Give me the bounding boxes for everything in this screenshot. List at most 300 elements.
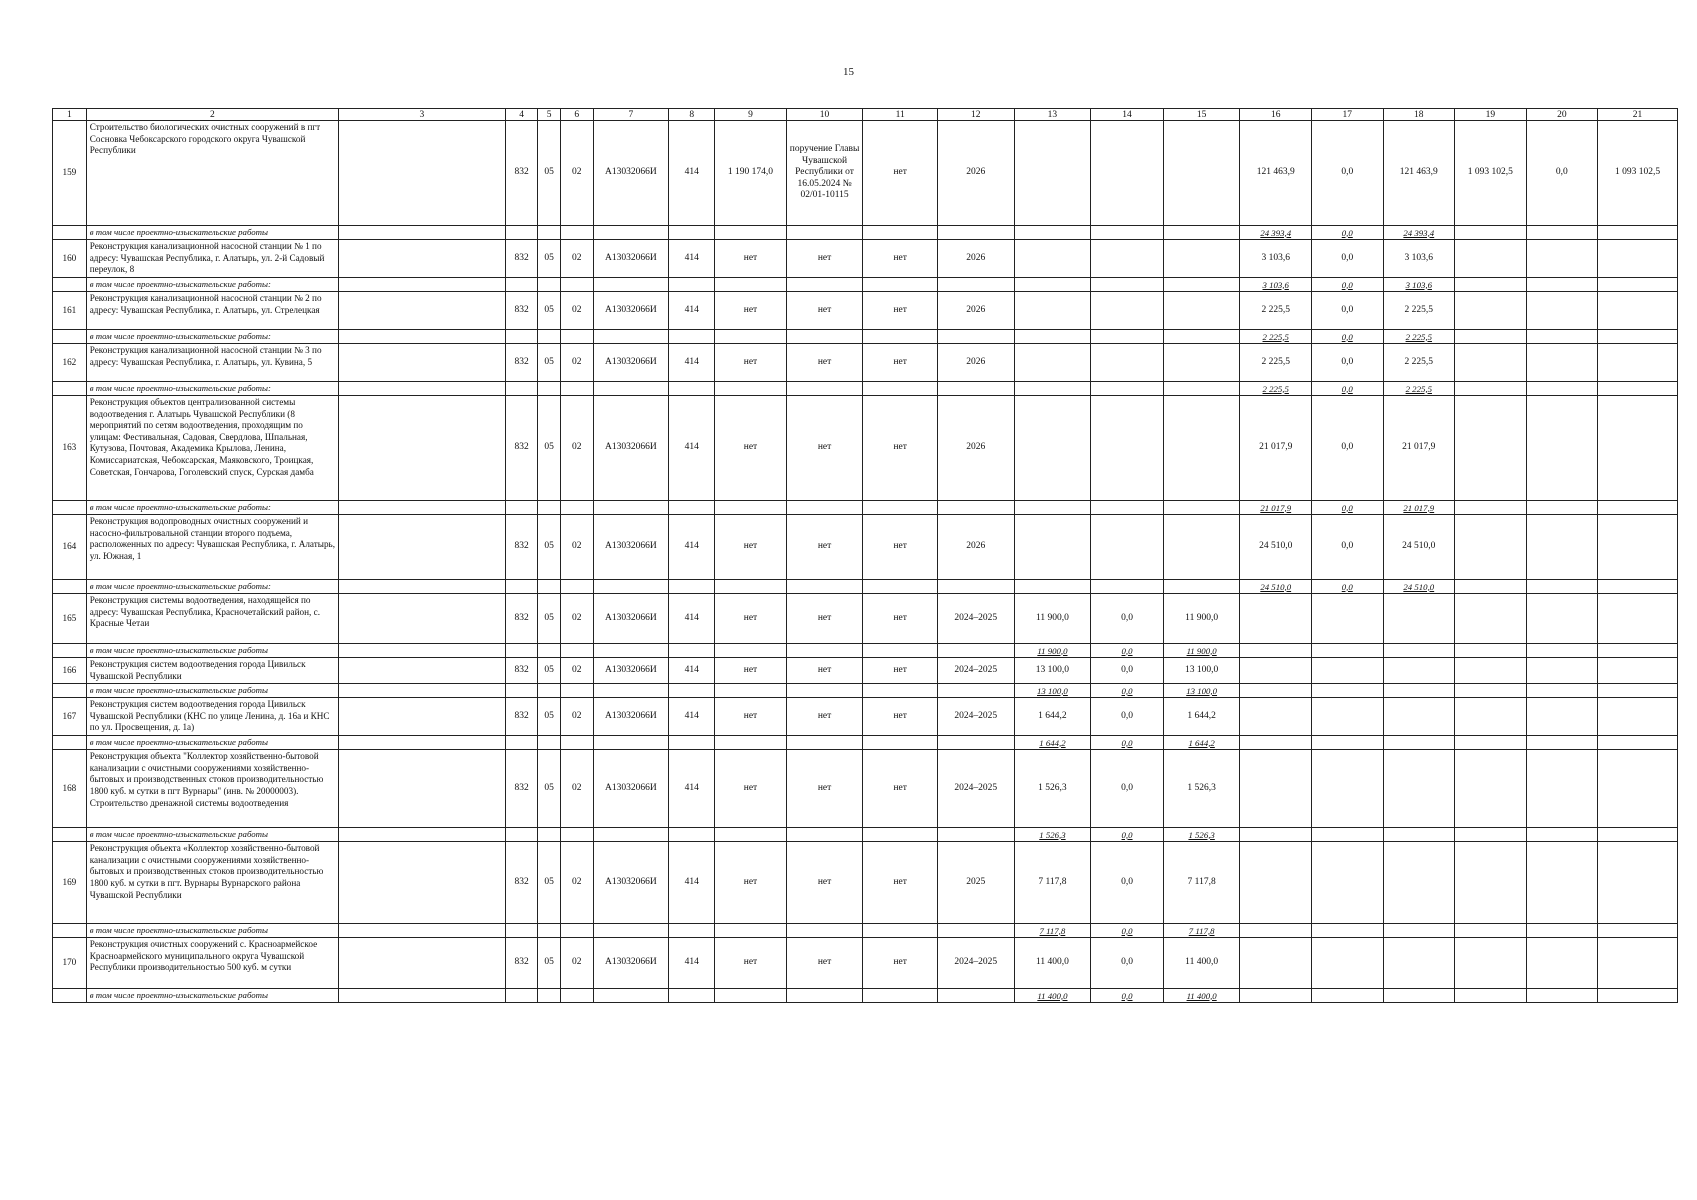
empty-cell <box>339 278 506 292</box>
table-row <box>53 842 1678 924</box>
decision-basis: нет <box>786 658 863 684</box>
subtotal-funding-2026-republican <box>1383 828 1455 842</box>
estimated-cost: нет <box>715 344 787 382</box>
decision-basis: поручение Главы Чувашской Республики от 16.05.2024 № 02/01-10115 <box>786 121 863 226</box>
subtotal-funding-2026-federal: 0,0 <box>1311 330 1383 344</box>
empty-cell <box>538 828 560 842</box>
code-section: 05 <box>538 938 560 989</box>
funding-2027-federal <box>1526 842 1598 924</box>
column-number: 13 <box>1014 109 1091 121</box>
subtotal-funding-2025-total <box>1014 501 1091 515</box>
empty-cell <box>715 828 787 842</box>
table-row <box>53 594 1678 644</box>
code-target-article: А13032066И <box>593 240 669 278</box>
funding-2025-republican: 11 400,0 <box>1163 938 1240 989</box>
empty-cell <box>339 580 506 594</box>
empty-cell <box>505 989 538 1003</box>
empty-cell <box>1455 924 1527 938</box>
column-number: 3 <box>339 109 506 121</box>
empty-cell <box>53 828 87 842</box>
funding-2027-republican: 1 093 102,5 <box>1598 121 1678 226</box>
subtotal-funding-2026-federal: 0,0 <box>1311 226 1383 240</box>
empty-cell <box>560 644 593 658</box>
subtotal-funding-2025-total: 1 644,2 <box>1014 736 1091 750</box>
empty-cell <box>339 842 506 924</box>
code-subsection: 02 <box>560 842 593 924</box>
empty-cell <box>715 924 787 938</box>
empty-cell <box>505 501 538 515</box>
empty-cell <box>863 382 938 396</box>
code-section: 05 <box>538 842 560 924</box>
empty-cell <box>53 684 87 698</box>
empty-cell <box>715 684 787 698</box>
object-name: Реконструкция канализационной насосной станции № 3 по адресу: Чувашская Республика, г. Алатырь, ул. Кувина, 5 <box>86 344 338 382</box>
funding-2025-federal: 0,0 <box>1091 842 1164 924</box>
funding-2025-federal: 0,0 <box>1091 750 1164 828</box>
code-expense-type: 414 <box>669 594 715 644</box>
empty-cell <box>1598 580 1678 594</box>
funding-2027-federal: 0,0 <box>1526 121 1598 226</box>
column-number: 19 <box>1455 109 1527 121</box>
funding-2026-republican <box>1383 658 1455 684</box>
estimated-cost: 1 190 174,0 <box>715 121 787 226</box>
subtotal-row <box>53 382 1678 396</box>
subtotal-funding-2025-total: 7 117,8 <box>1014 924 1091 938</box>
subtotal-funding-2026-federal: 0,0 <box>1311 278 1383 292</box>
empty-cell <box>1455 684 1527 698</box>
subtotal-funding-2026-federal <box>1311 684 1383 698</box>
funding-2026-federal <box>1311 594 1383 644</box>
code-target-article: А13032066И <box>593 658 669 684</box>
empty-cell <box>1598 382 1678 396</box>
empty-cell <box>669 684 715 698</box>
decision-basis: нет <box>786 396 863 501</box>
funding-2025-republican: 1 644,2 <box>1163 698 1240 736</box>
object-name: Реконструкция системы водоотведения, находящейся по адресу: Чувашская Республика, Красночетайский район, с. Красные Четаи <box>86 594 338 644</box>
subtotal-funding-2025-republican <box>1163 580 1240 594</box>
empty-cell <box>669 330 715 344</box>
empty-cell <box>1526 736 1598 750</box>
code-grbs: 832 <box>505 344 538 382</box>
object-name: Реконструкция канализационной насосной станции № 1 по адресу: Чувашская Республика, г. Алатырь, ул. 2-й Садовый переулок, 8 <box>86 240 338 278</box>
subtotal-funding-2025-republican: 11 400,0 <box>1163 989 1240 1003</box>
funding-2025-total: 1 644,2 <box>1014 698 1091 736</box>
implementation-period: 2026 <box>937 240 1014 278</box>
funding-2025-federal <box>1091 344 1164 382</box>
code-expense-type: 414 <box>669 240 715 278</box>
funding-2026-total: 2 225,5 <box>1240 344 1312 382</box>
empty-cell <box>339 226 506 240</box>
code-section: 05 <box>538 750 560 828</box>
funding-2026-republican: 3 103,6 <box>1383 240 1455 278</box>
object-name: Реконструкция очистных сооружений с. Красноармейское Красноармейского муниципального округа Чувашской Республики производительностью 500 куб. м сутки <box>86 938 338 989</box>
empty-cell <box>786 684 863 698</box>
column-number: 16 <box>1240 109 1312 121</box>
code-target-article: А13032066И <box>593 698 669 736</box>
empty-cell <box>937 580 1014 594</box>
empty-cell <box>538 382 560 396</box>
subtotal-row <box>53 278 1678 292</box>
funding-2025-total <box>1014 344 1091 382</box>
table-row <box>53 240 1678 278</box>
subtotal-row <box>53 644 1678 658</box>
empty-cell <box>593 501 669 515</box>
subtotal-funding-2025-republican <box>1163 226 1240 240</box>
empty-cell <box>1526 330 1598 344</box>
code-expense-type: 414 <box>669 396 715 501</box>
funding-2025-federal: 0,0 <box>1091 938 1164 989</box>
empty-cell <box>669 382 715 396</box>
subtotal-funding-2026-republican: 2 225,5 <box>1383 382 1455 396</box>
funding-2025-republican <box>1163 515 1240 580</box>
empty-cell <box>937 924 1014 938</box>
estimated-cost: нет <box>715 515 787 580</box>
funding-2025-federal <box>1091 240 1164 278</box>
object-name: Строительство биологических очистных сооружений в пгт Сосновка Чебоксарского городского округа Чувашской Республики <box>86 121 338 226</box>
empty-cell <box>560 684 593 698</box>
column-number: 21 <box>1598 109 1678 121</box>
funding-2027-total <box>1455 842 1527 924</box>
empty-cell <box>505 644 538 658</box>
empty-cell <box>715 278 787 292</box>
code-section: 05 <box>538 698 560 736</box>
code-subsection: 02 <box>560 938 593 989</box>
funding-2027-total <box>1455 658 1527 684</box>
table-row <box>53 750 1678 828</box>
subtotal-funding-2026-republican: 24 393,4 <box>1383 226 1455 240</box>
estimated-cost: нет <box>715 292 787 330</box>
funding-2027-republican <box>1598 594 1678 644</box>
subtotal-label: в том числе проектно-изыскательские работы: <box>86 501 338 515</box>
empty-cell <box>669 580 715 594</box>
funding-2025-federal <box>1091 396 1164 501</box>
design-documentation: нет <box>863 750 938 828</box>
empty-cell <box>1526 924 1598 938</box>
funding-2026-total <box>1240 594 1312 644</box>
empty-cell <box>786 644 863 658</box>
funding-2026-federal <box>1311 658 1383 684</box>
funding-2026-federal: 0,0 <box>1311 121 1383 226</box>
empty-cell <box>538 989 560 1003</box>
empty-cell <box>937 330 1014 344</box>
empty-cell <box>863 330 938 344</box>
subtotal-funding-2025-federal: 0,0 <box>1091 644 1164 658</box>
empty-cell <box>339 924 506 938</box>
funding-2026-republican: 21 017,9 <box>1383 396 1455 501</box>
code-grbs: 832 <box>505 842 538 924</box>
empty-cell <box>339 396 506 501</box>
empty-cell <box>593 644 669 658</box>
empty-cell <box>786 278 863 292</box>
funding-2025-total: 11 400,0 <box>1014 938 1091 989</box>
code-subsection: 02 <box>560 121 593 226</box>
column-number: 14 <box>1091 109 1164 121</box>
subtotal-label: в том числе проектно-изыскательские работы <box>86 644 338 658</box>
empty-cell <box>937 501 1014 515</box>
empty-cell <box>339 644 506 658</box>
funding-2027-total <box>1455 594 1527 644</box>
empty-cell <box>669 644 715 658</box>
row-number: 165 <box>53 594 87 644</box>
funding-2027-total <box>1455 698 1527 736</box>
empty-cell <box>1455 828 1527 842</box>
subtotal-funding-2025-republican <box>1163 278 1240 292</box>
subtotal-funding-2026-republican <box>1383 684 1455 698</box>
funding-2025-federal: 0,0 <box>1091 658 1164 684</box>
implementation-period: 2024–2025 <box>937 594 1014 644</box>
empty-cell <box>1526 226 1598 240</box>
subtotal-label: в том числе проектно-изыскательские работы <box>86 828 338 842</box>
funding-2026-federal <box>1311 938 1383 989</box>
funding-2026-republican <box>1383 750 1455 828</box>
subtotal-funding-2025-federal: 0,0 <box>1091 828 1164 842</box>
subtotal-funding-2026-republican: 2 225,5 <box>1383 330 1455 344</box>
funding-2025-republican: 7 117,8 <box>1163 842 1240 924</box>
design-documentation: нет <box>863 396 938 501</box>
row-number: 160 <box>53 240 87 278</box>
funding-2026-total: 2 225,5 <box>1240 292 1312 330</box>
empty-cell <box>715 382 787 396</box>
empty-cell <box>505 828 538 842</box>
funding-2025-republican <box>1163 344 1240 382</box>
empty-cell <box>669 226 715 240</box>
code-target-article: А13032066И <box>593 938 669 989</box>
empty-cell <box>937 278 1014 292</box>
code-expense-type: 414 <box>669 344 715 382</box>
code-section: 05 <box>538 594 560 644</box>
empty-cell <box>1455 330 1527 344</box>
row-number: 163 <box>53 396 87 501</box>
subtotal-funding-2025-republican: 11 900,0 <box>1163 644 1240 658</box>
empty-cell <box>715 736 787 750</box>
decision-basis: нет <box>786 344 863 382</box>
subtotal-label: в том числе проектно-изыскательские работы <box>86 924 338 938</box>
code-subsection: 02 <box>560 594 593 644</box>
empty-cell <box>937 226 1014 240</box>
subtotal-funding-2025-total <box>1014 226 1091 240</box>
subtotal-funding-2026-total: 21 017,9 <box>1240 501 1312 515</box>
empty-cell <box>339 684 506 698</box>
design-documentation: нет <box>863 658 938 684</box>
code-subsection: 02 <box>560 396 593 501</box>
empty-cell <box>786 580 863 594</box>
empty-cell <box>560 580 593 594</box>
empty-cell <box>538 501 560 515</box>
code-target-article: А13032066И <box>593 594 669 644</box>
investment-table <box>52 108 1678 1003</box>
funding-2027-republican <box>1598 240 1678 278</box>
funding-2026-republican: 24 510,0 <box>1383 515 1455 580</box>
empty-cell <box>937 644 1014 658</box>
code-target-article: А13032066И <box>593 396 669 501</box>
empty-cell <box>937 989 1014 1003</box>
funding-2027-republican <box>1598 515 1678 580</box>
code-subsection: 02 <box>560 240 593 278</box>
funding-2025-federal <box>1091 515 1164 580</box>
code-expense-type: 414 <box>669 658 715 684</box>
decision-basis: нет <box>786 750 863 828</box>
empty-cell <box>669 828 715 842</box>
column-number: 10 <box>786 109 863 121</box>
funding-2025-total: 1 526,3 <box>1014 750 1091 828</box>
empty-cell <box>786 924 863 938</box>
empty-cell <box>339 515 506 580</box>
empty-cell <box>1598 989 1678 1003</box>
subtotal-funding-2026-total: 2 225,5 <box>1240 330 1312 344</box>
empty-cell <box>937 736 1014 750</box>
empty-cell <box>786 382 863 396</box>
column-number: 6 <box>560 109 593 121</box>
empty-cell <box>863 644 938 658</box>
subtotal-funding-2026-federal: 0,0 <box>1311 382 1383 396</box>
empty-cell <box>339 330 506 344</box>
empty-cell <box>560 828 593 842</box>
subtotal-row <box>53 736 1678 750</box>
empty-cell <box>560 736 593 750</box>
empty-cell <box>1455 989 1527 1003</box>
funding-2025-federal: 0,0 <box>1091 594 1164 644</box>
subtotal-row <box>53 330 1678 344</box>
empty-cell <box>538 226 560 240</box>
empty-cell <box>505 924 538 938</box>
empty-cell <box>53 330 87 344</box>
column-number: 9 <box>715 109 787 121</box>
empty-cell <box>715 330 787 344</box>
funding-2026-federal <box>1311 698 1383 736</box>
funding-2025-total: 11 900,0 <box>1014 594 1091 644</box>
subtotal-funding-2025-federal <box>1091 226 1164 240</box>
empty-cell <box>1526 580 1598 594</box>
column-number: 12 <box>937 109 1014 121</box>
empty-cell <box>560 501 593 515</box>
funding-2025-republican <box>1163 292 1240 330</box>
funding-2025-republican <box>1163 121 1240 226</box>
funding-2026-federal: 0,0 <box>1311 396 1383 501</box>
empty-cell <box>339 121 506 226</box>
empty-cell <box>53 501 87 515</box>
code-grbs: 832 <box>505 121 538 226</box>
decision-basis: нет <box>786 594 863 644</box>
funding-2026-republican: 121 463,9 <box>1383 121 1455 226</box>
column-number: 2 <box>86 109 338 121</box>
subtotal-funding-2025-total <box>1014 330 1091 344</box>
subtotal-funding-2026-total: 2 225,5 <box>1240 382 1312 396</box>
subtotal-label: в том числе проектно-изыскательские работы: <box>86 278 338 292</box>
object-name: Реконструкция объекта «Коллектор хозяйственно-бытовой канализации с очистными сооружениями хозяйственно-бытовых и производственных стоков производительностью 1800 куб. м сутки в пгт. Вурнары Вурнарского района Чувашской Республики <box>86 842 338 924</box>
subtotal-funding-2026-total <box>1240 644 1312 658</box>
empty-cell <box>786 501 863 515</box>
subtotal-funding-2025-federal <box>1091 330 1164 344</box>
empty-cell <box>1526 382 1598 396</box>
decision-basis: нет <box>786 515 863 580</box>
empty-cell <box>1455 278 1527 292</box>
code-section: 05 <box>538 344 560 382</box>
subtotal-funding-2026-total <box>1240 736 1312 750</box>
subtotal-funding-2025-federal <box>1091 278 1164 292</box>
funding-2026-total <box>1240 842 1312 924</box>
empty-cell <box>538 580 560 594</box>
funding-2025-federal: 0,0 <box>1091 698 1164 736</box>
empty-cell <box>863 989 938 1003</box>
design-documentation: нет <box>863 344 938 382</box>
funding-2027-total: 1 093 102,5 <box>1455 121 1527 226</box>
code-target-article: А13032066И <box>593 515 669 580</box>
code-grbs: 832 <box>505 292 538 330</box>
code-grbs: 832 <box>505 594 538 644</box>
funding-2025-total <box>1014 240 1091 278</box>
funding-2026-republican: 2 225,5 <box>1383 292 1455 330</box>
estimated-cost: нет <box>715 240 787 278</box>
column-number: 11 <box>863 109 938 121</box>
funding-2025-federal <box>1091 292 1164 330</box>
funding-2025-total <box>1014 292 1091 330</box>
code-grbs: 832 <box>505 658 538 684</box>
empty-cell <box>339 658 506 684</box>
code-expense-type: 414 <box>669 292 715 330</box>
subtotal-funding-2026-total <box>1240 828 1312 842</box>
row-number: 161 <box>53 292 87 330</box>
empty-cell <box>1598 924 1678 938</box>
column-number: 20 <box>1526 109 1598 121</box>
estimated-cost: нет <box>715 698 787 736</box>
subtotal-funding-2025-federal: 0,0 <box>1091 684 1164 698</box>
code-grbs: 832 <box>505 396 538 501</box>
empty-cell <box>863 226 938 240</box>
code-expense-type: 414 <box>669 750 715 828</box>
subtotal-funding-2025-total <box>1014 580 1091 594</box>
design-documentation: нет <box>863 292 938 330</box>
empty-cell <box>786 226 863 240</box>
subtotal-funding-2026-republican <box>1383 924 1455 938</box>
subtotal-row <box>53 924 1678 938</box>
empty-cell <box>1455 501 1527 515</box>
subtotal-label: в том числе проектно-изыскательские работы <box>86 684 338 698</box>
subtotal-funding-2026-republican: 3 103,6 <box>1383 278 1455 292</box>
funding-2025-total: 7 117,8 <box>1014 842 1091 924</box>
empty-cell <box>937 684 1014 698</box>
subtotal-row <box>53 226 1678 240</box>
empty-cell <box>560 278 593 292</box>
code-expense-type: 414 <box>669 842 715 924</box>
subtotal-funding-2025-republican <box>1163 382 1240 396</box>
empty-cell <box>1598 226 1678 240</box>
empty-cell <box>53 226 87 240</box>
funding-2026-total: 3 103,6 <box>1240 240 1312 278</box>
funding-2025-republican <box>1163 240 1240 278</box>
funding-2026-total: 121 463,9 <box>1240 121 1312 226</box>
code-target-article: А13032066И <box>593 750 669 828</box>
subtotal-funding-2025-republican <box>1163 330 1240 344</box>
empty-cell <box>715 644 787 658</box>
table-row <box>53 292 1678 330</box>
subtotal-funding-2026-total <box>1240 989 1312 1003</box>
funding-2026-federal <box>1311 750 1383 828</box>
funding-2026-total <box>1240 938 1312 989</box>
subtotal-funding-2026-total <box>1240 924 1312 938</box>
funding-2027-federal <box>1526 658 1598 684</box>
funding-2026-federal: 0,0 <box>1311 292 1383 330</box>
funding-2025-total: 13 100,0 <box>1014 658 1091 684</box>
subtotal-funding-2025-federal <box>1091 382 1164 396</box>
subtotal-funding-2025-federal <box>1091 580 1164 594</box>
row-number: 170 <box>53 938 87 989</box>
empty-cell <box>715 226 787 240</box>
funding-2027-total <box>1455 396 1527 501</box>
empty-cell <box>339 736 506 750</box>
empty-cell <box>669 924 715 938</box>
code-subsection: 02 <box>560 344 593 382</box>
code-subsection: 02 <box>560 515 593 580</box>
